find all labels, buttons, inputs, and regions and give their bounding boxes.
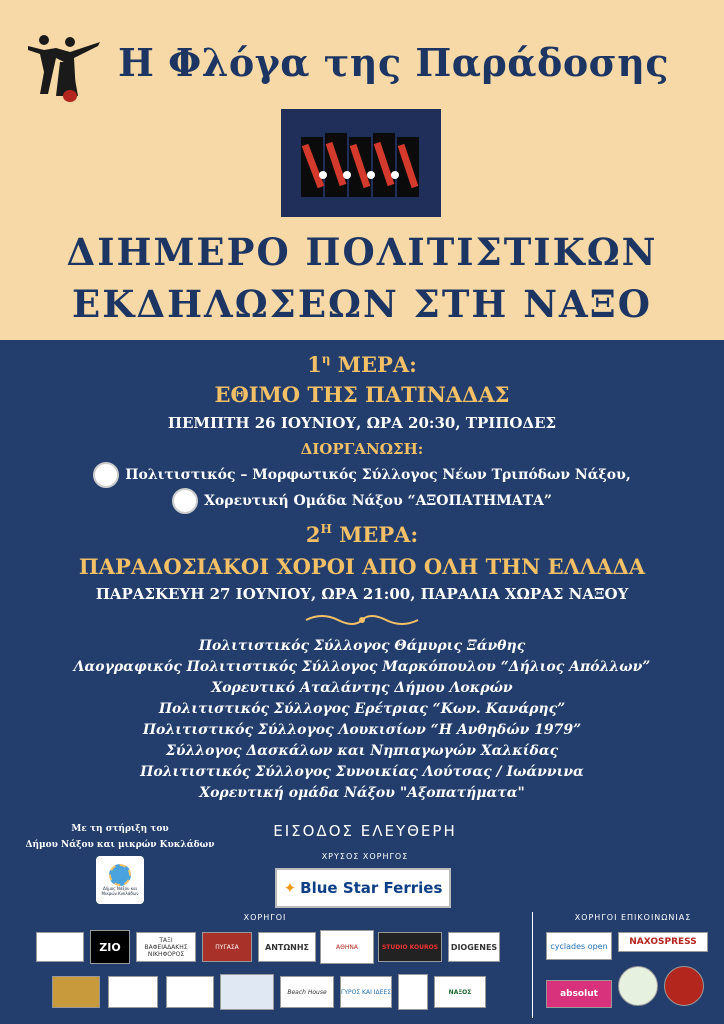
sponsor-logo: [108, 976, 158, 1008]
sponsors-divider: [532, 912, 533, 1018]
day1-sup: η: [321, 352, 331, 366]
sponsor-logo: ΑΝΤΩΝΗΣ: [258, 932, 316, 962]
sponsor-logo: [52, 976, 100, 1008]
blue-star-ferries-logo: [275, 868, 451, 908]
sponsor-logo: [166, 976, 214, 1008]
participants-list: [0, 636, 724, 804]
participant-item: Σύλλογος Δασκάλων και Νηπιαγωγών Χαλκίδας: [165, 743, 559, 759]
headline-line1: ΔΙΗΜΕΡΟ ΠΟΛΙΤΙΣΤΙΚΩΝ: [66, 230, 658, 274]
participant-item: Πολιτιστικός Σύλλογος Ερέτριας “Κων. Κανάρης”: [158, 701, 566, 717]
day1-num: 1: [307, 352, 322, 377]
day2-sup: Η: [320, 522, 332, 536]
participant-item: Λαογραφικός Πολιτιστικός Σύλλογος Μαρκόπουλου “Δήλιος Απόλλων”: [73, 659, 651, 675]
headline-line2: ΕΚΔΗΛΩΣΕΩΝ ΣΤΗ ΝΑΞΟ: [72, 282, 652, 326]
media-logo: [664, 966, 704, 1006]
sponsor-logo: STUDIO KOUROS: [378, 932, 442, 962]
sponsor-logo: Beach House: [280, 976, 334, 1008]
day1-label: ΜΕΡΑ:: [337, 352, 417, 377]
day2-when: ΠΑΡΑΣΚΕΥΗ 27 ΙΟΥΝΙΟΥ, ΩΡΑ 21:00, ΠΑΡΑΛΙΑ ΧΩΡΑΣ ΝΑΞΟΥ: [95, 585, 629, 603]
day1-org1-row: [0, 462, 724, 488]
sponsor-logo: ΓΥΡΟΣ ΚΑΙ ΙΔΕΕΣ: [340, 976, 392, 1008]
participant-item: Πολιτιστικός Σύλλογος Συνοικίας Λούτσας / Ιωάννινα: [140, 764, 584, 780]
media-logo: NAXOSPRESS: [618, 932, 708, 952]
day2-num: 2: [305, 522, 321, 547]
sponsor-logo: ΑΘΗΝΑ: [320, 930, 374, 964]
day2-heading: [0, 522, 724, 547]
media-sponsors-label: ΧΟΡΗΓΟΙ ΕΠΙΚΟΙΝΩΝΙΑΣ: [574, 913, 692, 922]
sponsor-logo: [36, 932, 84, 962]
gold-sponsor-name: Blue Star Ferries: [300, 879, 443, 897]
sun-icon: [109, 864, 131, 886]
sponsor-logo: ΠΥΓΑΣΑ: [202, 932, 252, 962]
day1-org2-row: [0, 488, 724, 514]
participant-item: Χορευτικό Αταλάντης Δήμου Λοκρών: [211, 680, 513, 696]
participant-item: Πολιτιστικός Σύλλογος Λουκισίων “Η Ανθηδών 1979”: [142, 722, 582, 738]
media-logo: [618, 966, 658, 1006]
day1-org2: Χορευτική Ομάδα Νάξου “ΑΞΟΠΑΤΗΜΑΤΑ”: [204, 493, 552, 509]
support-line2: Δήμου Νάξου και μικρών Κυκλάδων: [25, 840, 215, 850]
brand-title: Η Φλόγα της Παράδοσης: [118, 40, 669, 85]
municipality-logo: [96, 856, 144, 904]
dancers-photo: [281, 109, 441, 217]
sponsor-logo: [398, 974, 428, 1010]
tripodes-seal-icon: [93, 462, 119, 488]
day1-org1: Πολιτιστικός – Μορφωτικός Σύλλογος Νέων Τριπόδων Νάξου,: [125, 467, 631, 483]
day1-title: ΕΘΙΜΟ ΤΗΣ ΠΑΤΙΝΑΔΑΣ: [214, 382, 510, 407]
media-logo: absolut: [546, 980, 612, 1008]
support-line1: Με τη στήριξη του: [71, 824, 169, 834]
day1-org-label: ΔΙΟΡΓΑΝΩΣΗ:: [300, 440, 424, 458]
media-logo: cyclades open: [546, 932, 612, 960]
participant-item: Χορευτική ομάδα Νάξου "Αξοπατήματα": [199, 785, 525, 801]
sponsors-label: ΧΟΡΗΓΟΙ: [243, 913, 287, 922]
sponsor-logo: DIOGENES: [448, 932, 500, 962]
gold-sponsor-label: ΧΡΥΣΟΣ ΧΟΡΗΓΟΣ: [321, 852, 409, 861]
day2-label: ΜΕΡΑ:: [339, 522, 419, 547]
sponsor-logo: ΝΑΞΟΣ: [434, 976, 486, 1008]
dancers-logo-icon: [26, 32, 102, 104]
axopatimata-seal-icon: [172, 488, 198, 514]
star-icon: ✦: [283, 879, 297, 897]
day2-title: ΠΑΡΑΔΟΣΙΑΚΟΙ ΧΟΡΟΙ ΑΠΟ ΟΛΗ ΤΗΝ ΕΛΛΑΔΑ: [78, 554, 646, 579]
entry-label: ΕΙΣΟΔΟΣ ΕΛΕΥΘΕΡΗ: [273, 822, 457, 840]
day1-when: ΠΕΜΠΤΗ 26 ΙΟΥΝΙΟΥ, ΩΡΑ 20:30, ΤΡΙΠΟΔΕΣ: [167, 414, 557, 432]
sponsor-logo: [220, 974, 274, 1010]
sponsor-logo: ZIO: [90, 930, 130, 964]
day1-heading: [0, 352, 724, 377]
municipality-logo-caption: Δήμος Νάξου και Μικρών Κυκλάδων: [101, 886, 139, 896]
sponsor-logo: ΤΑΞΙ ΒΑΦΕΙΑΔΑΚΗΣ ΝΙΚΗΦΟΡΟΣ: [136, 932, 196, 962]
participant-item: Πολιτιστικός Σύλλογος Θάμυρις Ξάνθης: [198, 638, 526, 654]
ornament-divider-icon: [302, 612, 422, 628]
